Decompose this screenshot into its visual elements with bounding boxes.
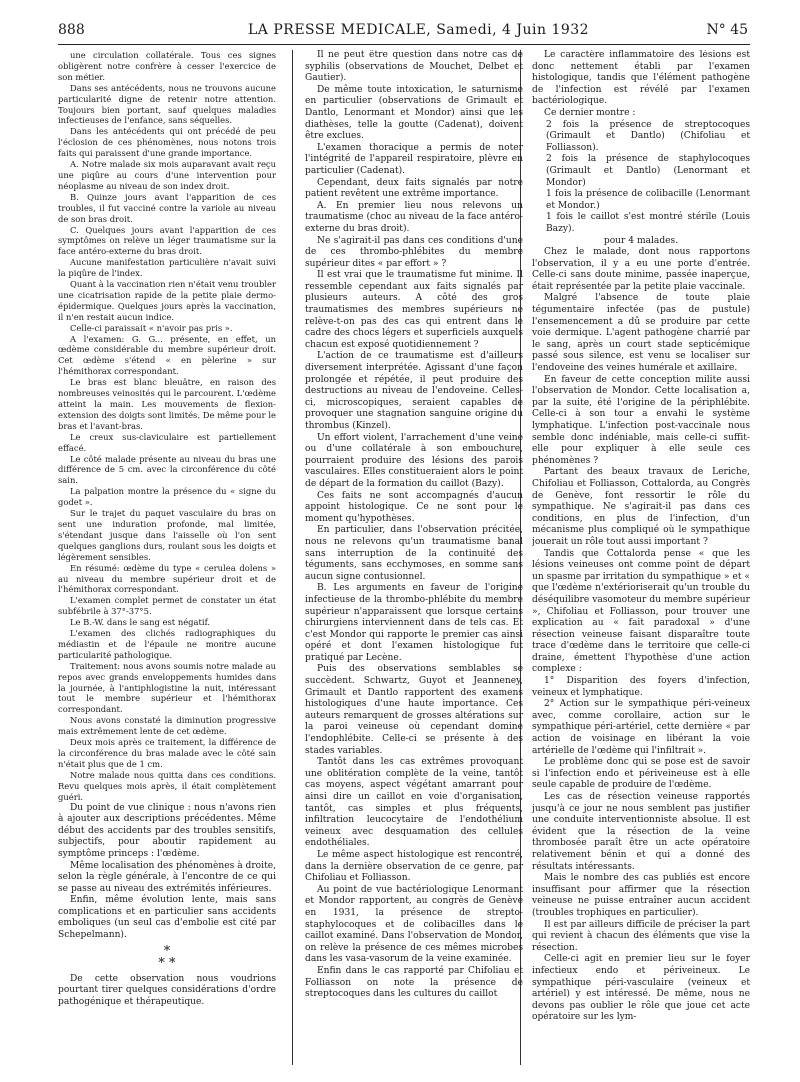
- paragraph: Le même aspect histologique est rencontré, dans la dernière observation de ce genre, par Chifoliau et Folliasson.: [305, 849, 523, 884]
- paragraph: Tandis que Cottalorda pense « que les lésions veineuses ont comme point de départ un spasme par irritation du sympathique » et « que l'œdème n'extérioriserait qu'un trouble du déséquilibre vasomoteur du membre supérieur », Chifoliau et Folliasson, pour trouver une explication au « fait paradoxal » d'une résection veineuse faisant disparaître toute trace d'œdème dans le territoire que celle-ci draine, émettent l'hypothèse d'une action complexe :: [532, 548, 750, 675]
- column-1: [58, 50, 276, 1068]
- bacteriology-list: [532, 120, 750, 236]
- paragraph: Les cas de résection veineuse rapportés jusqu'à ce jour ne nous semblent pas justifier une conduite interventionniste absolue. Il est évident que la résection de la veine thrombosée paraît être un acte opératoire relativement bénin et qui a donné des résultats intéressants.: [532, 792, 750, 872]
- paragraph: Sur le trajet du paquet vasculaire du bras on sent une induration profonde, mal limitée, s'étendant jusque dans l'aisselle où l'on sent quelques ganglions durs, roulant sous les doigts et légèrement sensibles.: [58, 508, 276, 562]
- paragraph: De même toute intoxication, le saturnisme en particulier (observations de Grimault et Dantlo, Lenormant et Mondor) ainsi que les diathèses, telle la goutte (Cadenat), doivent être exclues.: [305, 84, 523, 142]
- paragraph: Un effort violent, l'arrachement d'une veine ou d'une collatérale à son embouchure, pourraient produire des lésions des parois vasculaires. Elles constitueraient alors le point de départ de la formation du caillot (Bazy).: [305, 432, 523, 489]
- column-3-intro: [532, 50, 750, 120]
- paragraph: Mais le nombre des cas publiés est encore insuffisant pour affirmer que la résection veineuse ne puisse entraîner aucun accident (troubles trophiques en particulier).: [532, 873, 750, 918]
- bacteriology-total: pour 4 malades.: [603, 235, 679, 246]
- page-header: [58, 22, 748, 44]
- paragraph: Celle-ci agit en premier lieu sur le foyer infectieux endo et périveineux. Le sympathique péri-vasculaire (veineux et artériel) y est intéressé. De même, nous ne devons pas oublier le rôle que joue cet acte opératoire sur les lym-: [532, 954, 750, 1023]
- paragraph: C. Quelques jours avant l'apparition de ces symptômes on relève un léger traumatisme sur la face antéro-externe du bras droit.: [58, 224, 276, 257]
- paragraph: Le bras est blanc bleuâtre, en raison des nombreuses veinosités qui le parcourent. L'œdème atteint la main. Les mouvements de flexion-extension des doigts sont limités. De même pour le bras et l'avant-bras.: [58, 377, 276, 431]
- paragraph: Chez le malade, dont nous rapportons l'observation, il y a eu une porte d'entrée. Celle-ci sans doute minime, passée inaperçue, était représentée par la petite plaie vaccinale.: [532, 247, 750, 292]
- paragraph: En particulier, dans l'observation précitée, nous ne relevons qu'un traumatisme banal sans interruption de la continuité des téguments, sans ecchymoses, en somme sans aucun signe contusionnel.: [305, 525, 523, 582]
- paragraph: Le creux sus-claviculaire est partiellement effacé.: [58, 431, 276, 453]
- paragraph: Celle-ci paraissait « n'avoir pas pris ».: [70, 322, 233, 333]
- paragraph: Le B.-W. dans le sang est négatif.: [70, 617, 211, 628]
- paragraph: 2 fois la présence de streptocoques (Grimault et Dantlo) (Chifoliau et Folliasson).: [546, 119, 750, 153]
- paragraph: Le caractère inflammatoire des lésions est donc nettement établi par l'examen histologique, tandis que l'élément pathogène de l'infection est révélé par l'examen bactériologique.: [532, 50, 750, 107]
- paragraph: 1° Disparition des foyers d'infection, veineux et lymphatique.: [532, 676, 750, 698]
- paragraph: A. Notre malade six mois auparavant avait reçu une piqûre au cours d'une intervention pour néoplasme au niveau de son index droit.: [58, 159, 276, 191]
- paragraph: Dans les antécédents qui ont précédé de peu l'éclosion de ces phénomènes, nous notons trois faits qui paraissent d'une grande importance.: [58, 126, 276, 159]
- paragraph: La palpation montre la présence du « signe du godet ».: [58, 486, 276, 508]
- column-3-discussion: [532, 247, 750, 1024]
- paragraph: A. En premier lieu nous relevons un traumatisme (choc au niveau de la face antéro-externe du bras droit).: [305, 200, 523, 234]
- paragraph: L'action de ce traumatisme est d'ailleurs diversement interprétée. Agissant d'une façon prolongée et répétée, il peut produire des destructions au niveau de l'endoveine. Celles-ci, microscopiques, seraient capables de provoquer une stagnation sanguine origine du thrombus (Kinzel).: [305, 351, 523, 431]
- journal-title: LA PRESSE MEDICALE, Samedi, 4 Juin 1932: [248, 22, 590, 38]
- column-1-case-text: [58, 50, 276, 803]
- paragraph: De cette observation nous voudrions pourtant tirer quelques considérations d'ordre pathogénique et thérapeutique.: [58, 973, 276, 1007]
- paragraph: Dans ses antécédents, nous ne trouvons aucune particularité digne de retenir notre attention. Toujours bien portant, sauf quelques maladies infectieuses de l'enfance, sans séquelles.: [58, 82, 276, 126]
- paragraph: L'examen complet permet de constater un état subfébrile à 37°-37°5.: [58, 595, 276, 617]
- paragraph: Du point de vue clinique : nous n'avons rien à ajouter aux descriptions précédentes. Même début des accidents par des troubles sensitifs, subjectifs, pour aboutir rapidement au symptôme princeps : l'œdème.: [58, 802, 276, 859]
- paragraph: 1 fois la présence de colibacille (Lenormant et Mondor.): [546, 189, 750, 211]
- paragraph: Le problème donc qui se pose est de savoir si l'infection endo et périveineuse est à elle seule capable de produire de l'œdème.: [532, 757, 750, 791]
- paragraph: Tantôt dans les cas extrêmes provoquant une oblitération complète de la veine, tantôt cas moyens, aspect végétant amarrant pour ainsi dire un caillot en voie d'organisation, tantôt, cas simples et plus fréquents, infiltration leucocytaire de l'endothélium veineux avec desquamation des cellules endothéliales.: [305, 757, 523, 849]
- paragraph: Nous avons constaté la diminution progressive mais extrêmement lente de cet œdème.: [58, 715, 276, 737]
- paragraph: Il ne peut être question dans notre cas de syphilis (observations de Mouchet, Delbet et Gautier).: [305, 50, 523, 84]
- paragraph: Il est par ailleurs difficile de préciser la part qui revient à chacun des éléments que vise la résection.: [532, 919, 750, 953]
- column-1-conclusion: [58, 974, 276, 1009]
- paragraph: L'examen thoracique a permis de noter l'intégrité de l'appareil respiratoire, plèvre en particulier (Cadenat).: [305, 142, 523, 176]
- paragraph: En faveur de cette conception milite aussi l'observation de Mondor. Cette localisation a, par la suite, été l'origine de la périphlébite. Celle-ci à son tour a envahi le système lymphatique. L'infection post-vaccinale nous semble donc indéniable, mais celle-ci suffit-elle pour expliquer à elle seule ces phénomènes ?: [532, 374, 750, 466]
- paragraph: Aucune manifestation particulière n'avait suivi la piqûre de l'index.: [58, 257, 276, 279]
- paragraph: Au point de vue bactériologique Lenormant et Mondor rapportent, au congrès de Genève en 1931, la présence de strepto-staphylocoques et de colibacilles dans le caillot examiné. Dans l'observation de Mondor, on relève la présence de ces mêmes microbes dans les vasa-vasorum de la veine examinée.: [305, 884, 523, 965]
- paragraph: Traitement: nous avons soumis notre malade au repos avec grands enveloppements humides dans la journée, à l'antiphlogistine la nuit, intéressant tout le membre supérieur et l'hémithorax correspondant.: [58, 660, 276, 715]
- page-number: 888: [58, 22, 85, 38]
- paragraph: A l'examen: G. G... présente, en effet, un œdème considérable du membre supérieur droit. Cet œdème s'étend « en pèlerine » sur l'hémithorax correspondant.: [58, 333, 276, 377]
- paragraph: Ne s'agirait-il pas dans ces conditions d'une de ces thrombo-phlébites du membre supérieur dites « par effort » ?: [305, 235, 523, 269]
- paragraph: 2 fois la présence de staphylocoques (Grimault et Dantlo) (Lenormant et Mondor): [546, 154, 750, 188]
- paragraph: Enfin dans le cas rapporté par Chifoliau et Folliasson on note la présence de streptocoques dans les cultures du caillot: [305, 965, 523, 1000]
- paragraph: 1 fois le caillot s'est montré stérile (Louis Bazy).: [546, 212, 750, 234]
- paragraph: Ce dernier montre :: [544, 107, 636, 118]
- header-rule: [58, 44, 750, 45]
- paragraph: 2° Action sur le sympathique péri-veineux avec, comme corollaire, action sur le sympathique péri-artériel, cette dernière « par action de voisinage en libérant la voie artérielle de l'œdème qui l'infiltrait ».: [532, 699, 750, 756]
- paragraph: Notre malade nous quitta dans ces conditions. Revu quelques mois après, il était complètement guéri.: [58, 769, 276, 802]
- paragraph: Partant des beaux travaux de Leriche, Chifoliau et Folliasson, Cottalorda, au Congrès de Genève, font ressortir le rôle du sympathique. Ne s'agirait-il pas dans ces conditions, en plus de l'infection, d'un mécanisme plus compliqué où le sympathique jouerait un rôle tout aussi important ?: [532, 467, 750, 547]
- paragraph: Même localisation des phénomènes à droite, selon la règle générale, à l'encontre de ce qui se passe au niveau des extrémités inférieures.: [58, 860, 276, 894]
- paragraph: Quant à la vaccination rien n'était venu troubler une cicatrisation rapide de la petite plaie dermo-épidermique. Quelques jours après la vaccination, il n'en restait aucun indice.: [58, 279, 276, 322]
- paragraph: Malgré l'absence de toute plaie tégumentaire infectée (pas de pustule) l'ensemencement a dû se produire par cette voie dermique. L'agent pathogène charrié par le sang, après un court stade septicémique passé sous silence, est venu se localiser sur l'endoveine des veines humérale et axillaire.: [532, 293, 750, 374]
- paragraph: Puis des observations semblables se succèdent. Schwartz, Guyot et Jeanneney, Grimault et Dantlo rapportent des examens histologiques d'une haute importance. Ces auteurs remarquent de grosses altérations sur la paroi veineuse où cependant domine l'endophlébite. Celle-ci se présente à des stades variables.: [305, 664, 523, 756]
- paragraph: Il est vrai que le traumatisme fut minime. Il ressemble cependant aux faits signalés par plusieurs auteurs. A côté des gros traumatismes des membres supérieurs ne relève-t-on pas des cas qui entrent dans le cadre des chocs légers et superficiels auxquels chacun est exposé quotidiennement ?: [305, 270, 523, 350]
- column-2: [305, 50, 523, 1068]
- paragraph: une circulation collatérale. Tous ces signes obligèrent notre confrère à cesser l'exercice de son métier.: [58, 50, 276, 82]
- paragraph: Deux mois après ce traitement, la différence de la circonférence du bras malade avec le côté sain n'était plus que de 1 cm.: [58, 737, 276, 769]
- column-3: [532, 50, 750, 1068]
- section-stars: * * *: [158, 943, 176, 971]
- paragraph: Le côté malade présente au niveau du bras une différence de 5 cm. avec la circonférence du côté sain.: [58, 453, 276, 486]
- paragraph: En résumé: œdème du type « cerulea dolens » au niveau du membre supérieur droit et de l'hémithorax correspondant.: [58, 562, 276, 595]
- paragraph: Cependant, deux faits signalés par notre patient revêtent une extrême importance.: [305, 177, 523, 200]
- paragraph: Ces faits ne sont accompagnés d'aucun appoint histologique. Ce ne sont pour le moment qu'hypothèses.: [305, 490, 523, 524]
- column-1-discussion: [58, 803, 276, 942]
- paragraph: B. Quinze jours avant l'apparition de ces troubles, il fut vacciné contre la variole au niveau de son bras droit.: [58, 191, 276, 224]
- paragraph: L'examen des clichés radiographiques du médiastin et de l'épaule ne montre aucune particularité pathologique.: [58, 628, 276, 660]
- paragraph: Enfin, même évolution lente, mais sans complications et en particulier sans accidents emboliques (un seul cas d'embolie est cité par Schepelmann).: [58, 895, 276, 941]
- paragraph: B. Les arguments en faveur de l'origine infectieuse de la thrombo-phlébite du membre supérieur n'apparaissent que lorsque certains chirurgiens interviennent dans de tels cas. Et c'est Mondor qui rapporte le premier cas ainsi opéré et dont l'examen histologique fut pratiqué par Lecène.: [305, 583, 523, 663]
- column-divider: [292, 50, 293, 1065]
- issue-number: N° 45: [706, 22, 748, 38]
